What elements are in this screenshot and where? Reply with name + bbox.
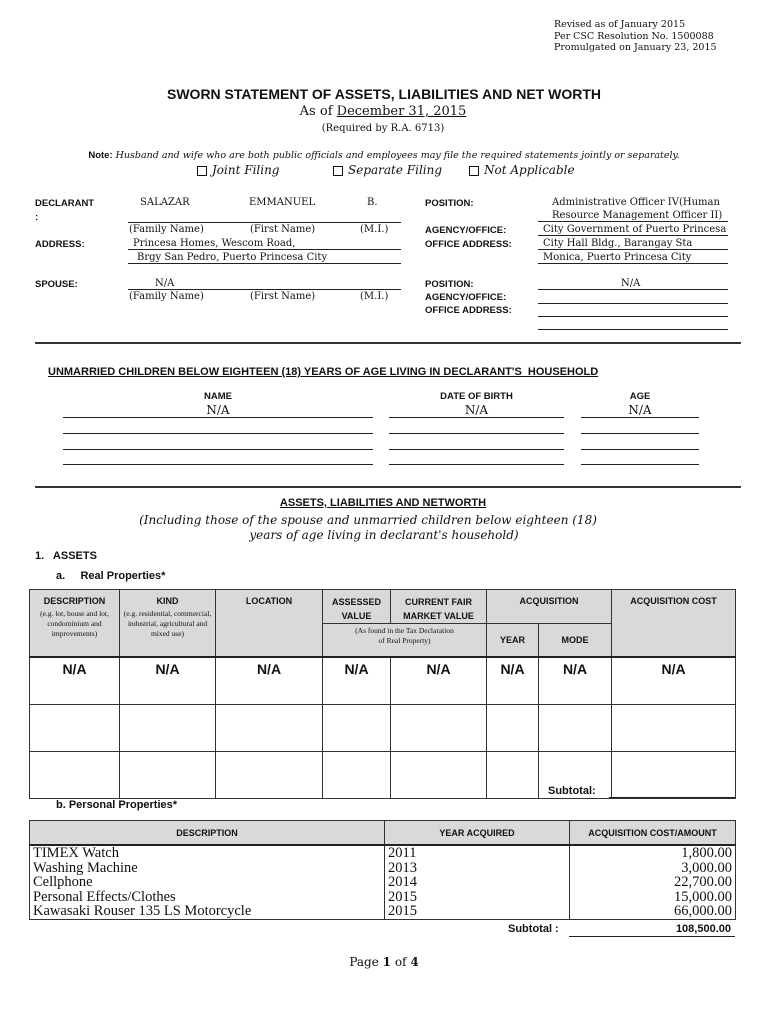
rp-col-cost: ACQUISITION COST xyxy=(612,590,736,657)
section-divider-1 xyxy=(35,342,741,344)
section-divider-2 xyxy=(35,486,741,488)
joint-filing-checkbox[interactable] xyxy=(197,166,207,176)
spouse-name: N/A xyxy=(155,278,175,289)
alnw-heading: ASSETS, LIABILITIES AND NETWORTH xyxy=(279,497,487,509)
pp-row xyxy=(30,875,736,890)
child-age: N/A xyxy=(628,403,652,417)
spouse-office-line-2 xyxy=(538,329,728,330)
rp-cell-mode: N/A xyxy=(539,657,612,705)
note-text: Husband and wife who are both public officials and employees may file the required statements jointly or separately. xyxy=(115,150,680,161)
rp-cell-cost: N/A xyxy=(612,657,736,705)
pp-cost: 3,000.00 xyxy=(570,861,736,876)
declarant-mi: B. xyxy=(367,197,378,208)
not-applicable-checkbox[interactable] xyxy=(469,166,479,176)
rp-row-empty xyxy=(30,704,736,751)
declarant-position-1: Administrative Officer IV(Human xyxy=(552,197,720,208)
spouse-position-label: POSITION: xyxy=(425,279,474,290)
not-applicable-label: Not Applicable xyxy=(484,163,575,177)
rp-col-assessed-1: ASSESSED xyxy=(331,597,382,607)
rp-col-assessed xyxy=(323,590,391,624)
page-footer xyxy=(0,955,768,969)
child-age-line-2 xyxy=(581,433,699,434)
pp-subtotal-value: 108,500.00 xyxy=(675,923,731,935)
pp-col-year: YEAR ACQUIRED xyxy=(385,821,570,846)
children-col-age: AGE xyxy=(629,391,651,402)
pp-row xyxy=(30,845,736,861)
rp-cell-year: N/A xyxy=(487,657,539,705)
revision-line: Revised as of January 2015 xyxy=(554,19,686,30)
child-age-line-1 xyxy=(581,417,699,418)
caption-mi: (M.I.) xyxy=(360,224,389,235)
of-word: of xyxy=(394,955,407,969)
address-line-1 xyxy=(128,249,401,250)
child-dob-line-3 xyxy=(389,449,564,450)
office-address-line-1 xyxy=(538,249,728,250)
child-age-line-4 xyxy=(581,464,699,465)
spouse-agency-line xyxy=(538,303,728,304)
rp-cell-kind: N/A xyxy=(120,657,216,705)
rp-col-acquisition: ACQUISITION xyxy=(487,590,612,624)
rp-col-mode: MODE xyxy=(539,624,612,657)
spouse-position: N/A xyxy=(621,278,641,289)
rp-subtotal-line xyxy=(609,797,735,798)
rp-col-kind xyxy=(120,590,216,657)
rp-cell-market: N/A xyxy=(391,657,487,705)
rp-col-description xyxy=(30,590,120,657)
rp-col-description-hint: (e.g. lot, house and lot, condominium and improvements) xyxy=(40,609,109,638)
declarant-position-2: Resource Management Officer II) xyxy=(552,210,723,221)
spouse-office-line-1 xyxy=(538,316,728,317)
office-address-label: OFFICE ADDRESS: xyxy=(425,239,512,250)
rp-tax-note-text: (As found in the Tax Declaration of Real Property) xyxy=(355,626,454,645)
pp-row xyxy=(30,904,736,919)
child-name-line-1 xyxy=(63,417,373,418)
rp-subtotal-label: Subtotal: xyxy=(548,785,596,797)
pp-subtotal-label: Subtotal : xyxy=(508,923,559,935)
filing-separate[interactable] xyxy=(333,163,442,177)
real-properties-heading: a. Real Properties* xyxy=(56,570,166,582)
declarant-name-line xyxy=(128,222,401,223)
separate-filing-checkbox[interactable] xyxy=(333,166,343,176)
rp-col-assessed-2: VALUE xyxy=(341,611,372,621)
pp-description: Washing Machine xyxy=(30,861,385,876)
position-line xyxy=(538,221,728,222)
assets-heading: 1. ASSETS xyxy=(35,550,97,562)
child-dob-line-2 xyxy=(389,433,564,434)
required-note: (Required by R.A. 6713) xyxy=(321,123,445,134)
declarant-address-2: Brgy San Pedro, Puerto Princesa City xyxy=(137,252,328,263)
pp-cost: 15,000.00 xyxy=(570,890,736,905)
declarant-family-name: SALAZAR xyxy=(140,197,190,208)
children-col-dob: DATE OF BIRTH xyxy=(440,391,513,402)
rp-col-market-1: CURRENT FAIR xyxy=(405,597,472,607)
pp-description: Personal Effects/Clothes xyxy=(30,890,385,905)
personal-properties-heading: b. Personal Properties* xyxy=(56,799,178,811)
spouse-office-address-label: OFFICE ADDRESS: xyxy=(425,305,512,316)
pp-year: 2015 xyxy=(385,904,570,919)
separate-filing-label: Separate Filing xyxy=(348,163,443,177)
spouse-caption-first: (First Name) xyxy=(250,291,316,302)
page-word: Page xyxy=(349,955,379,969)
position-label: POSITION: xyxy=(425,198,474,209)
child-name: N/A xyxy=(206,403,230,417)
rp-row xyxy=(30,657,736,705)
rp-col-year: YEAR xyxy=(487,624,539,657)
as-of-label: As of xyxy=(299,104,333,119)
as-of-date: December 31, 2015 xyxy=(336,104,467,119)
pp-cost: 22,700.00 xyxy=(570,875,736,890)
spouse-position-line xyxy=(538,289,728,290)
promulgated-line: Promulgated on January 23, 2015 xyxy=(554,42,717,53)
spouse-name-line xyxy=(128,289,401,290)
declarant-first-name: EMMANUEL xyxy=(249,197,316,208)
rp-col-location: LOCATION xyxy=(216,590,323,657)
pp-cost: 66,000.00 xyxy=(570,904,736,919)
pp-year: 2011 xyxy=(385,845,570,861)
pp-row xyxy=(30,890,736,905)
filing-not-applicable[interactable] xyxy=(469,163,575,177)
pp-description: TIMEX Watch xyxy=(30,845,385,861)
child-dob-line-4 xyxy=(389,464,564,465)
rp-tax-note xyxy=(323,624,487,657)
agency-label: AGENCY/OFFICE: xyxy=(425,225,507,236)
child-name-line-2 xyxy=(63,433,373,434)
children-heading: UNMARRIED CHILDREN BELOW EIGHTEEN (18) YEARS OF AGE LIVING IN DECLARANT'S HOUSEHOLD xyxy=(48,366,599,378)
address-line-2 xyxy=(128,263,401,264)
pp-row xyxy=(30,861,736,876)
pp-year: 2013 xyxy=(385,861,570,876)
rp-col-kind-hint: (e.g. residential, commercial, industrial, agricultural and mixed use) xyxy=(123,609,212,638)
rp-cell-assessed: N/A xyxy=(323,657,391,705)
note-label: Note: xyxy=(88,150,113,161)
pp-description: Kawasaki Rouser 135 LS Motorcycle xyxy=(30,904,385,919)
spouse-caption-family: (Family Name) xyxy=(129,291,204,302)
declarant-agency: City Government of Puerto Princesa xyxy=(543,224,727,235)
child-name-line-3 xyxy=(63,449,373,450)
rp-col-market-2: MARKET VALUE xyxy=(403,611,474,621)
rp-col-kind-label: KIND xyxy=(156,596,179,606)
spouse-caption-mi: (M.I.) xyxy=(360,291,389,302)
pp-subtotal-line xyxy=(569,936,735,937)
rp-col-market xyxy=(391,590,487,624)
declarant-label: DECLARANT xyxy=(35,198,95,209)
alnw-subtitle-2: years of age living in declarant's household) xyxy=(249,528,519,542)
child-age-line-3 xyxy=(581,449,699,450)
form-title: SWORN STATEMENT OF ASSETS, LIABILITIES AND NET WORTH xyxy=(167,86,601,102)
caption-first-name: (First Name) xyxy=(250,224,316,235)
alnw-subtitle-1: (Including those of the spouse and unmarried children below eighteen (18) xyxy=(139,513,597,527)
real-properties-table xyxy=(29,589,736,799)
address-label: ADDRESS: xyxy=(35,239,85,250)
filing-joint[interactable] xyxy=(197,163,280,177)
note-line xyxy=(0,150,768,161)
pp-col-description: DESCRIPTION xyxy=(30,821,385,846)
spouse-agency-label: AGENCY/OFFICE: xyxy=(425,292,507,303)
pp-cost: 1,800.00 xyxy=(570,845,736,861)
revision-block xyxy=(554,19,717,54)
agency-line xyxy=(538,235,728,236)
declarant-office-address-1: City Hall Bldg., Barangay Sta xyxy=(543,238,693,249)
joint-filing-label: Joint Filing xyxy=(212,163,280,177)
personal-properties-table xyxy=(29,820,736,920)
pp-description: Cellphone xyxy=(30,875,385,890)
pp-col-cost: ACQUISITION COST/AMOUNT xyxy=(570,821,736,846)
resolution-line: Per CSC Resolution No. 1500088 xyxy=(554,30,714,42)
rp-col-description-label: DESCRIPTION xyxy=(43,596,106,606)
page-number: 1 xyxy=(382,955,391,969)
child-dob: N/A xyxy=(464,403,489,417)
child-name-line-4 xyxy=(63,464,373,465)
rp-cell-location: N/A xyxy=(216,657,323,705)
pp-year: 2014 xyxy=(385,875,570,890)
child-dob-line-1 xyxy=(389,417,564,418)
declarant-office-address-2: Monica, Puerto Princesa City xyxy=(543,252,692,263)
as-of-line xyxy=(0,104,766,119)
rp-cell-description: N/A xyxy=(30,657,120,705)
children-col-name: NAME xyxy=(204,391,232,402)
caption-family-name: (Family Name) xyxy=(129,224,204,235)
pp-year: 2015 xyxy=(385,890,570,905)
declarant-colon: : xyxy=(35,212,39,223)
page-total: 4 xyxy=(410,955,419,969)
spouse-label: SPOUSE: xyxy=(35,279,78,290)
office-address-line-2 xyxy=(538,263,728,264)
rp-row-empty xyxy=(30,751,736,798)
declarant-address-1: Princesa Homes, Wescom Road, xyxy=(133,238,296,249)
